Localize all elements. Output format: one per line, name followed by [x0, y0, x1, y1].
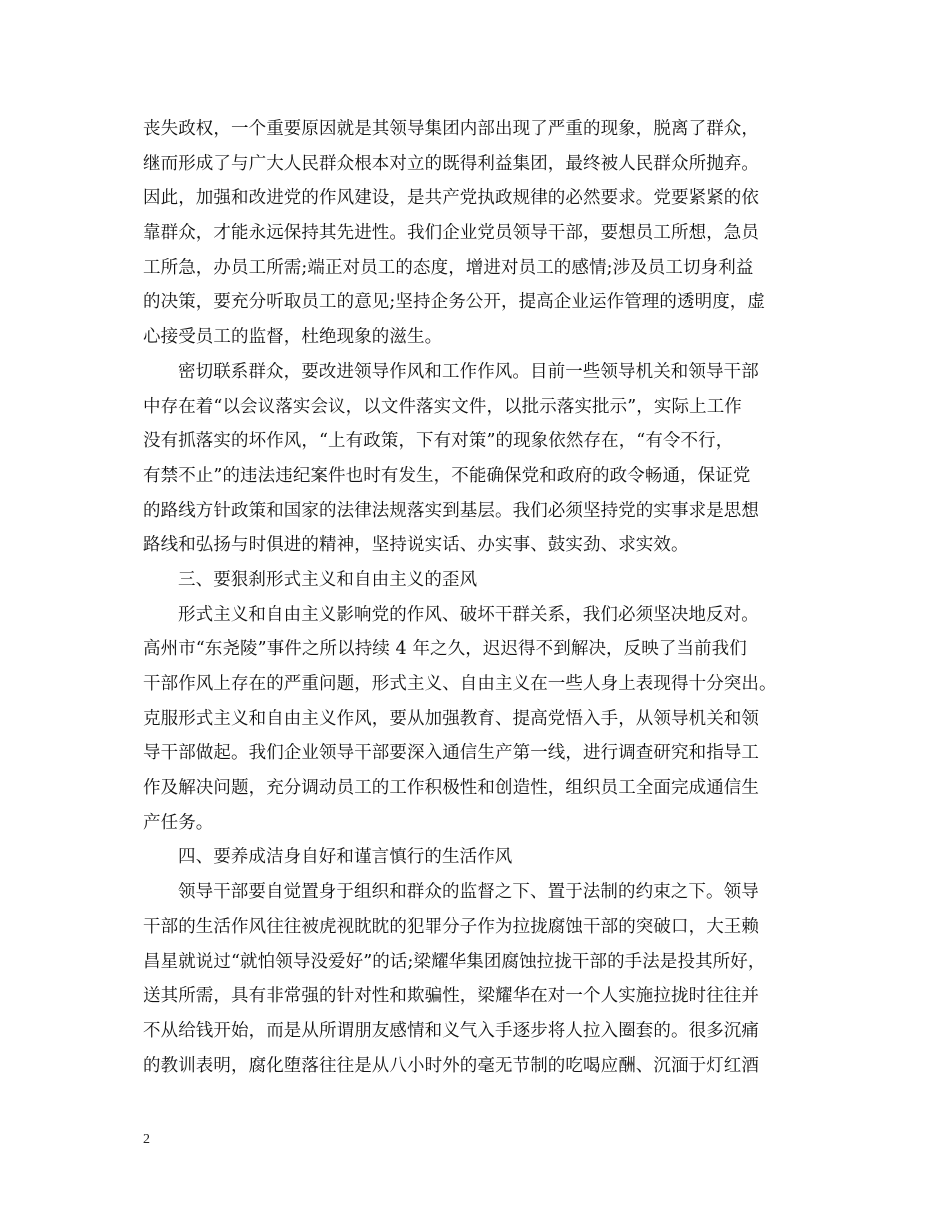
- text-line: 丧失政权，一个重要原因就是其领导集团内部出现了严重的现象，脱离了群众，: [143, 119, 759, 139]
- text-line: 三、要狠刹形式主义和自由主义的歪风: [178, 569, 478, 590]
- text-line: 没有抓落实的坏作风，“上有政策，下有对策”的现象依然存在，“有令不行，: [143, 431, 734, 452]
- text-line: 路线和弘扬与时俱进的精神，坚持说实话、办实事、鼓实劲、求实效。: [143, 535, 689, 556]
- text-line: 的决策，要充分听取员工的意见;坚持企务公开，提高企业运作管理的透明度，虚: [143, 292, 765, 313]
- page-number: 2: [143, 1132, 150, 1147]
- text-line: 形式主义和自由主义影响党的作风、破坏干群关系，我们必须坚决地反对。: [178, 604, 759, 625]
- text-line: 靠群众，才能永远保持其先进性。我们企业党员领导干部，要想员工所想，急员: [143, 223, 759, 244]
- text-line: 高州市“东尧陵”事件之所以持续 4 年之久，迟迟得不到解决，反映了当前我们: [143, 639, 747, 660]
- text-line: 干部作风上存在的严重问题，形式主义、自由主义在一些人身上表现得十分突出。: [143, 674, 777, 694]
- text-line: 中存在着“以会议落实会议，以文件落实文件，以批示落实批示”，实际上工作: [143, 396, 742, 417]
- text-line: 送其所需，具有非常强的针对性和欺骗性，梁耀华在对一个人实施拉拢时往往并: [143, 986, 759, 1007]
- text-line: 干部的生活作风往往被虎视眈眈的犯罪分子作为拉拢腐蚀干部的突破口，大王赖: [143, 916, 759, 937]
- text-line: 有禁不止”的违法违纪案件也时有发生，不能确保党和政府的政令畅通，保证党: [143, 465, 751, 486]
- text-line: 心接受员工的监督，杜绝现象的滋生。: [143, 327, 443, 348]
- text-line: 作及解决问题，充分调动员工的工作积极性和创造性，组织员工全面完成通信生: [143, 778, 759, 799]
- document-body: [143, 112, 823, 1083]
- text-line: 领导干部要自觉置身于组织和群众的监督之下、置于法制的约束之下。领导: [178, 882, 759, 903]
- text-line: 产任务。: [143, 812, 214, 833]
- text-line: 克服形式主义和自由主义作风，要从加强教育、提高党悟入手，从领导机关和领: [143, 708, 759, 729]
- text-line: 继而形成了与广大人民群众根本对立的既得利益集团，最终被人民群众所抛弃。: [143, 153, 759, 174]
- text-line: 导干部做起。我们企业领导干部要深入通信生产第一线，进行调查研究和指导工: [143, 743, 759, 764]
- text-line: 四、要养成洁身自好和谨言慎行的生活作风: [178, 847, 513, 868]
- text-line: 因此，加强和改进党的作风建设，是共产党执政规律的必然要求。党要紧紧的依: [143, 188, 759, 209]
- text-line: 的教训表明，腐化堕落往往是从八小时外的毫无节制的吃喝应酬、沉湎于灯红酒: [143, 1055, 759, 1076]
- text-line: 的路线方针政策和国家的法律法规落实到基层。我们必须坚持党的实事求是思想: [143, 500, 759, 521]
- text-line: 工所急，办员工所需;端正对员工的态度，增进对员工的感情;涉及员工切身利益: [143, 257, 754, 278]
- text-line: 不从给钱开始，而是从所谓朋友感情和义气入手逐步将人拉入圈套的。很多沉痛: [143, 1020, 759, 1041]
- text-line: 昌星就说过“就怕领导没爱好”的话;梁耀华集团腐蚀拉拢干部的手法是投其所好，: [143, 951, 766, 972]
- text-line: 密切联系群众，要改进领导作风和工作作风。目前一些领导机关和领导干部: [178, 361, 759, 382]
